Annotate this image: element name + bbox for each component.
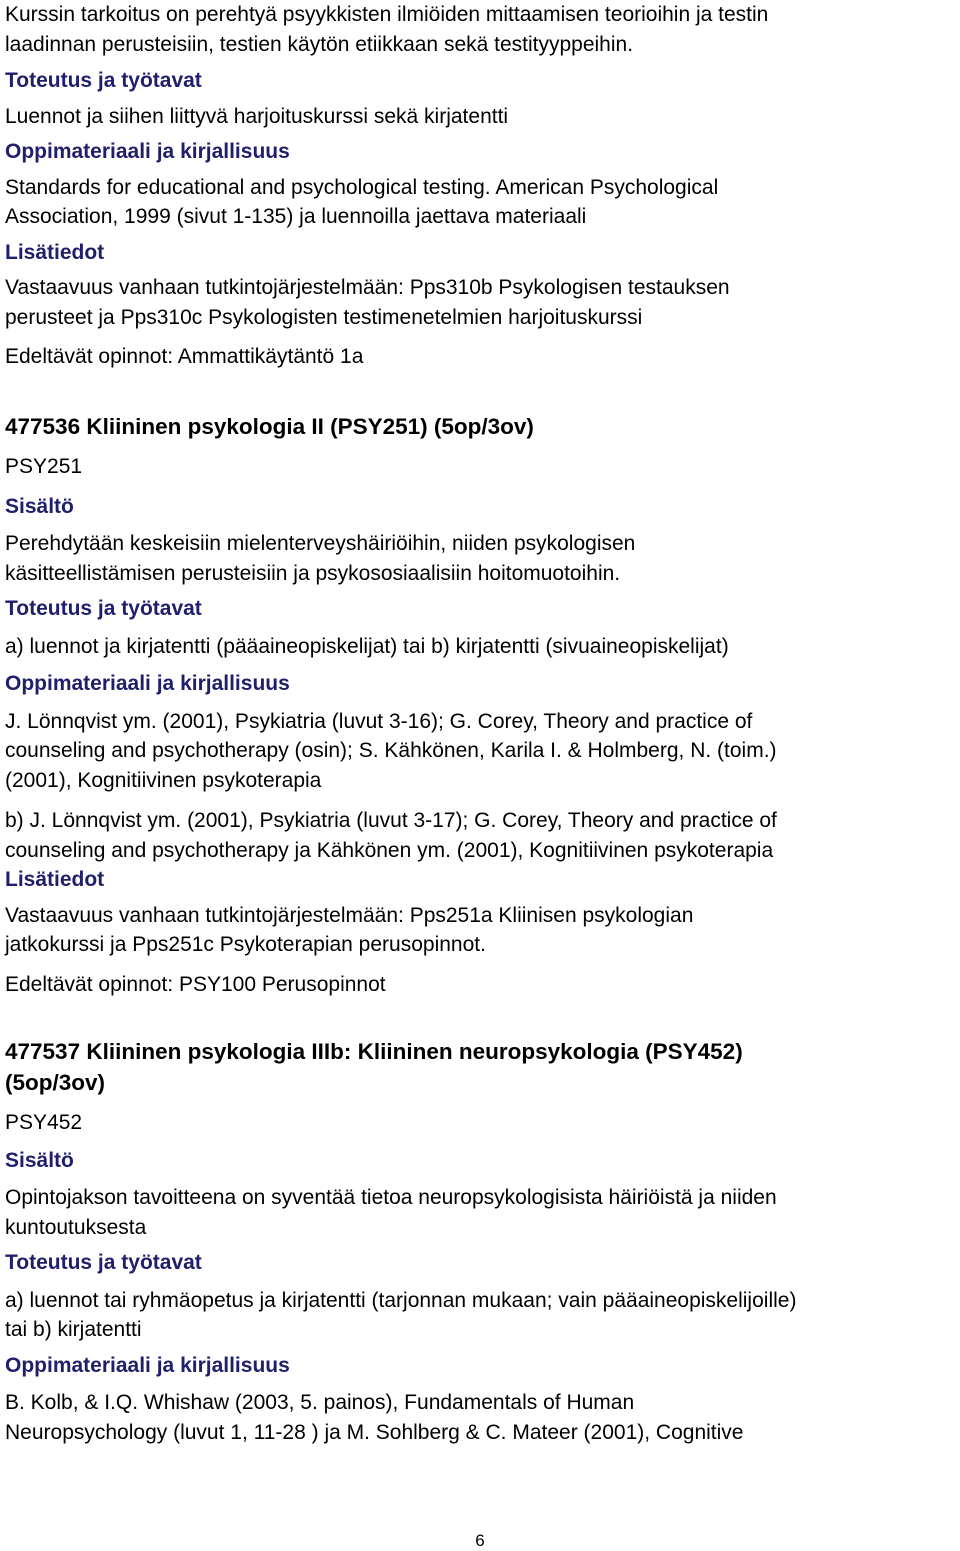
sisalto-line-2: käsitteellistämisen perusteisiin ja psykososiaalisiin hoitomuotoihin. — [5, 561, 621, 585]
oppimateriaali-line-1: B. Kolb, & I.Q. Whishaw (2003, 5. painos), Fundamentals of Human — [5, 1391, 635, 1414]
oppimateriaali-b-line-1: b) J. Lönnqvist ym. (2001), Psykiatria (luvut 3-17); G. Corey, Theory and practice of — [5, 809, 777, 832]
oppimateriaali-a-line-3: (2001), Kognitiivinen psykoterapia — [5, 768, 322, 792]
toteutus-line-1: a) luennot tai ryhmäopetus ja kirjatentti (tarjonnan mukaan; vain pääaineopiskelijoille) — [5, 1288, 797, 1312]
course-code: PSY251 — [5, 455, 83, 478]
lisatiedot-line-2: jatkokurssi ja Pps251c Psykoterapian perusopinnot. — [5, 933, 486, 956]
sisalto-line-1: Perehdytään keskeisiin mielenterveyshäiriöihin, niiden psykologisen — [5, 532, 636, 555]
intro-line-2: laadinnan perusteisiin, testien käytön etiikkaan sekä testityyppeihin. — [5, 32, 634, 56]
toteutus-text: Luennot ja siihen liittyvä harjoituskurssi sekä kirjatentti — [5, 104, 509, 128]
oppimateriaali-b-line-2: counseling and psychotherapy ja Kähkönen ym. (2001), Kognitiivinen psykoterapia — [5, 838, 774, 862]
lisatiedot-line-2: perusteet ja Pps310c Psykologisten testimenetelmien harjoituskurssi — [5, 305, 643, 329]
course-477536 — [5, 411, 957, 999]
lisatiedot-line-1: Vastaavuus vanhaan tutkintojärjestelmään: Pps310b Psykologisen testauksen — [5, 276, 730, 299]
oppimateriaali-line-2: Neuropsychology (luvut 1, 11-28 ) ja M. Sohlberg & C. Mateer (2001), Cognitive — [5, 1420, 744, 1444]
heading-toteutus: Toteutus ja työtavat — [5, 597, 202, 620]
course-title-line-1: 477537 Kliininen psykologia IIIb: Kliininen neuropsykologia (PSY452) — [5, 1039, 743, 1064]
intro-section — [5, 0, 957, 372]
heading-oppimateriaali: Oppimateriaali ja kirjallisuus — [5, 140, 290, 163]
oppimateriaali-line-2: Association, 1999 (sivut 1-135) ja luennoilla jaettava materiaali — [5, 205, 587, 228]
heading-lisatiedot: Lisätiedot — [5, 868, 105, 891]
sisalto-line-2: kuntoutuksesta — [5, 1215, 147, 1239]
page-number: 6 — [475, 1531, 485, 1550]
toteutus-text: a) luennot ja kirjatentti (pääaineopiskelijat) tai b) kirjatentti (sivuaineopiskelijat) — [5, 634, 729, 658]
heading-toteutus: Toteutus ja työtavat — [5, 69, 202, 92]
lisatiedot-line-1: Vastaavuus vanhaan tutkintojärjestelmään: Pps251a Kliinisen psykologian — [5, 903, 694, 927]
heading-toteutus: Toteutus ja työtavat — [5, 1251, 202, 1274]
heading-lisatiedot: Lisätiedot — [5, 240, 105, 264]
heading-sisalto: Sisältö — [5, 494, 74, 518]
course-477537 — [5, 1036, 957, 1447]
heading-sisalto: Sisältö — [5, 1148, 74, 1172]
intro-line-1: Kurssin tarkoitus on perehtyä psyykkisten ilmiöiden mittaamisen teorioihin ja testin — [5, 3, 769, 26]
toteutus-line-2: tai b) kirjatentti — [5, 1318, 142, 1341]
oppimateriaali-a-line-1: J. Lönnqvist ym. (2001), Psykiatria (luvut 3-16); G. Corey, Theory and practice of — [5, 709, 753, 733]
heading-oppimateriaali: Oppimateriaali ja kirjallisuus — [5, 1353, 290, 1377]
course-code: PSY452 — [5, 1111, 83, 1134]
oppimateriaali-a-line-2: counseling and psychotherapy (osin); S. Kähkönen, Karila I. & Holmberg, N. (toim.) — [5, 739, 777, 762]
oppimateriaali-line-1: Standards for educational and psychological testing. American Psychological — [5, 175, 719, 199]
edeltavat-opinnot: Edeltävät opinnot: PSY100 Perusopinnot — [5, 972, 386, 996]
sisalto-line-1: Opintojakson tavoitteena on syventää tietoa neuropsykologisista häiriöistä ja niiden — [5, 1186, 777, 1209]
course-title-line-2: (5op/3ov) — [5, 1070, 106, 1095]
edeltavat-opinnot: Edeltävät opinnot: Ammattikäytäntö 1a — [5, 345, 364, 368]
heading-oppimateriaali: Oppimateriaali ja kirjallisuus — [5, 672, 290, 695]
course-title: 477536 Kliininen psykologia II (PSY251) (5op/3ov) — [5, 414, 534, 439]
